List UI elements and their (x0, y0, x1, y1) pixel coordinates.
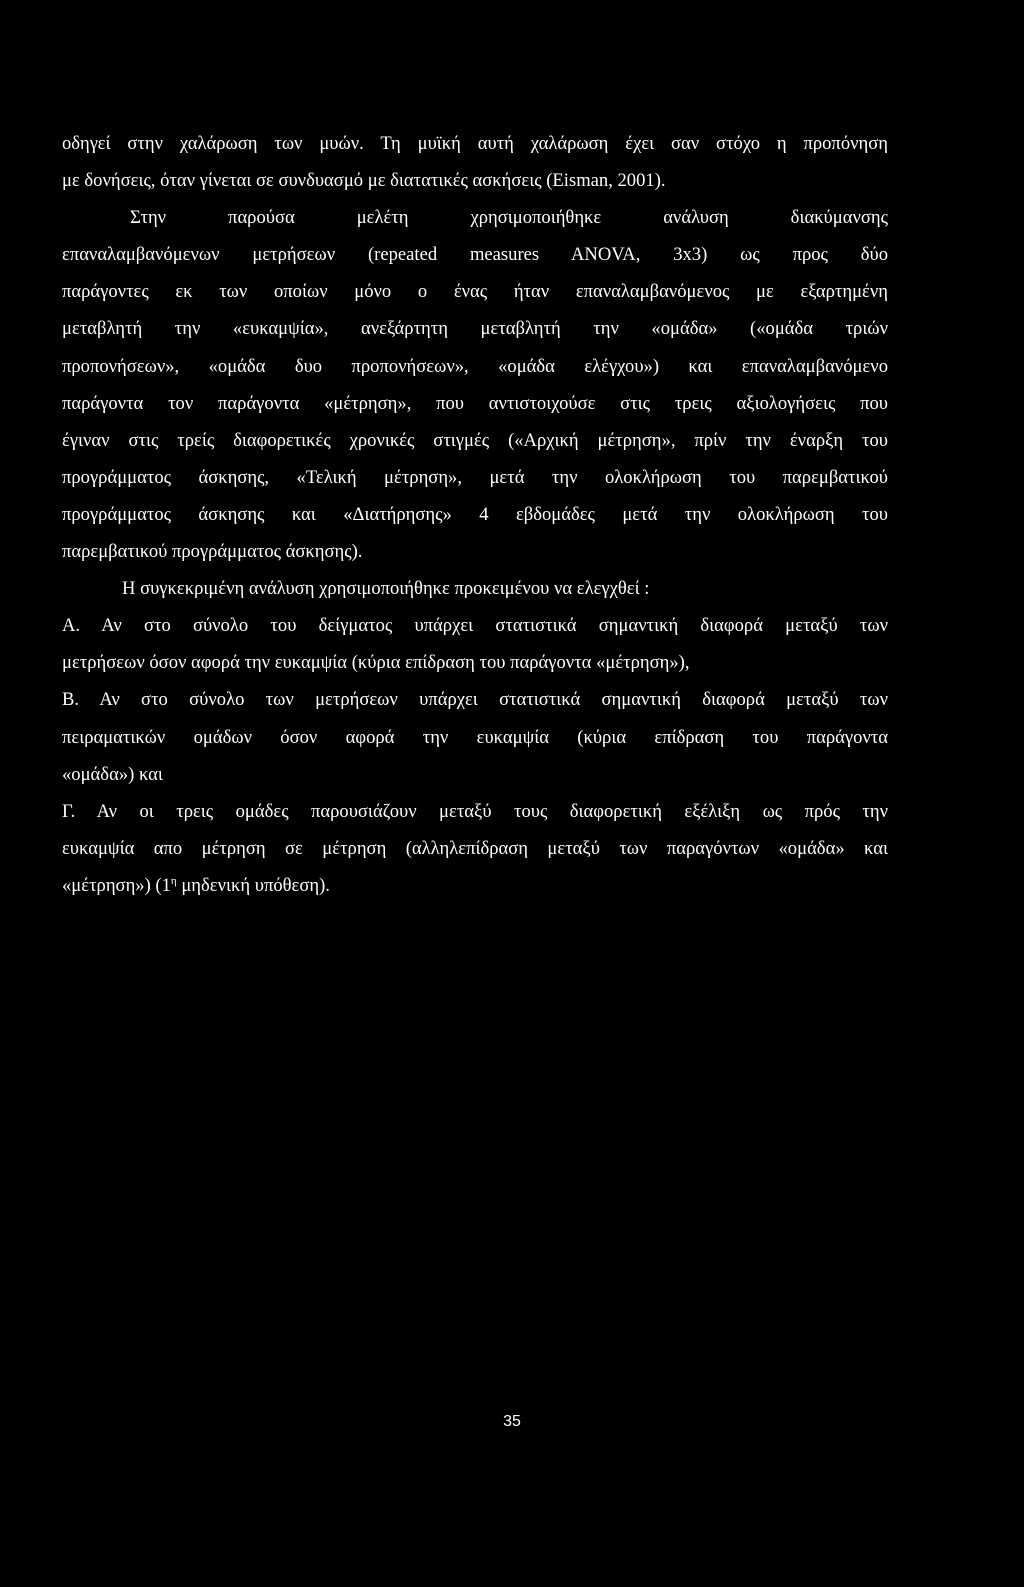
paragraph-line: προγράμματος άσκησης και «Διατήρησης» 4 εβδομάδες μετά την ολοκλήρωση του (62, 503, 888, 525)
list-item-b-line: πειραματικών ομάδων όσον αφορά την ευκαμψία (κύρια επίδραση του παράγοντα (62, 726, 888, 748)
paragraph-line: μεταβλητή την «ευκαμψία», ανεξάρτητη μεταβλητή την «ομάδα» («ομάδα τριών (62, 318, 888, 340)
list-item-b-line: «ομάδα») και (62, 763, 163, 785)
list-item-c-line: Γ. Αν οι τρεις ομάδες παρουσιάζουν μεταξύ τους διαφορετική εξέλιξη ως πρός την (62, 800, 888, 822)
paragraph-line: οδηγεί στην χαλάρωση των μυών. Τη μυϊκή αυτή χαλάρωση έχει σαν στόχο η προπόνηση (62, 133, 888, 154)
last-line-text: «μέτρηση») (1 (62, 874, 171, 896)
list-item-b-line: Β. Αν στο σύνολο των μετρήσεων υπάρχει στατιστικά σημαντική διαφορά μεταξύ των (62, 689, 888, 711)
paragraph-line: παρεμβατικού προγράμματος άσκησης). (62, 541, 363, 563)
list-item-a-line: Α. Αν στο σύνολο του δείγματος υπάρχει στατιστικά σημαντική διαφορά μεταξύ των (62, 615, 888, 637)
paragraph-line: Στην παρούσα μελέτη χρησιμοποιήθηκε ανάλυση διακύμανσης (130, 207, 888, 229)
list-item-c-line: ευκαμψία απο μέτρηση σε μέτρηση (αλληλεπίδραση μεταξύ των παραγόντων «ομάδα» και (62, 837, 888, 859)
list-item-c-line (62, 867, 888, 904)
page-number: 35 (503, 1413, 521, 1430)
paragraph-line: Η συγκεκριμένη ανάλυση χρησιμοποιήθηκε προκειμένου να ελεγχθεί : (122, 578, 650, 600)
list-item-a-line: μετρήσεων όσον αφορά την ευκαμψία (κύρια επίδραση του παράγοντα «μέτρηση»), (62, 652, 690, 674)
paragraph-line: προπονήσεων», «ομάδα δυο προπονήσεων», «ομάδα ελέγχου») και επαναλαμβανόμενο (62, 355, 888, 377)
paragraph-line: παράγοντες εκ των οποίων μόνο ο ένας ήταν επαναλαμβανόμενος με εξαρτημένη (62, 281, 888, 303)
paragraph-line: έγιναν στις τρείς διαφορετικές χρονικές στιγμές («Αρχική μέτρηση», πρίν την έναρξη του (62, 429, 888, 451)
paragraph-line: επαναλαμβανόμενων μετρήσεων (repeated measures ANOVA, 3x3) ως προς δύο (62, 244, 888, 266)
paragraph-line: προγράμματος άσκησης, «Τελική μέτρηση», μετά την ολοκλήρωση του παρεμβατικού (62, 466, 888, 488)
document-body (62, 125, 888, 904)
last-line-text-end: μηδενική υπόθεση). (176, 874, 330, 896)
paragraph-line: με δονήσεις, όταν γίνεται σε συνδυασμό με διατατικές ασκήσεις (Eisman, 2001). (62, 170, 666, 192)
ordinal-superscript: η (170, 874, 177, 887)
paragraph-line: παράγοντα τον παράγοντα «μέτρηση», που αντιστοιχούσε στις τρεις αξιολογήσεις που (62, 392, 888, 414)
